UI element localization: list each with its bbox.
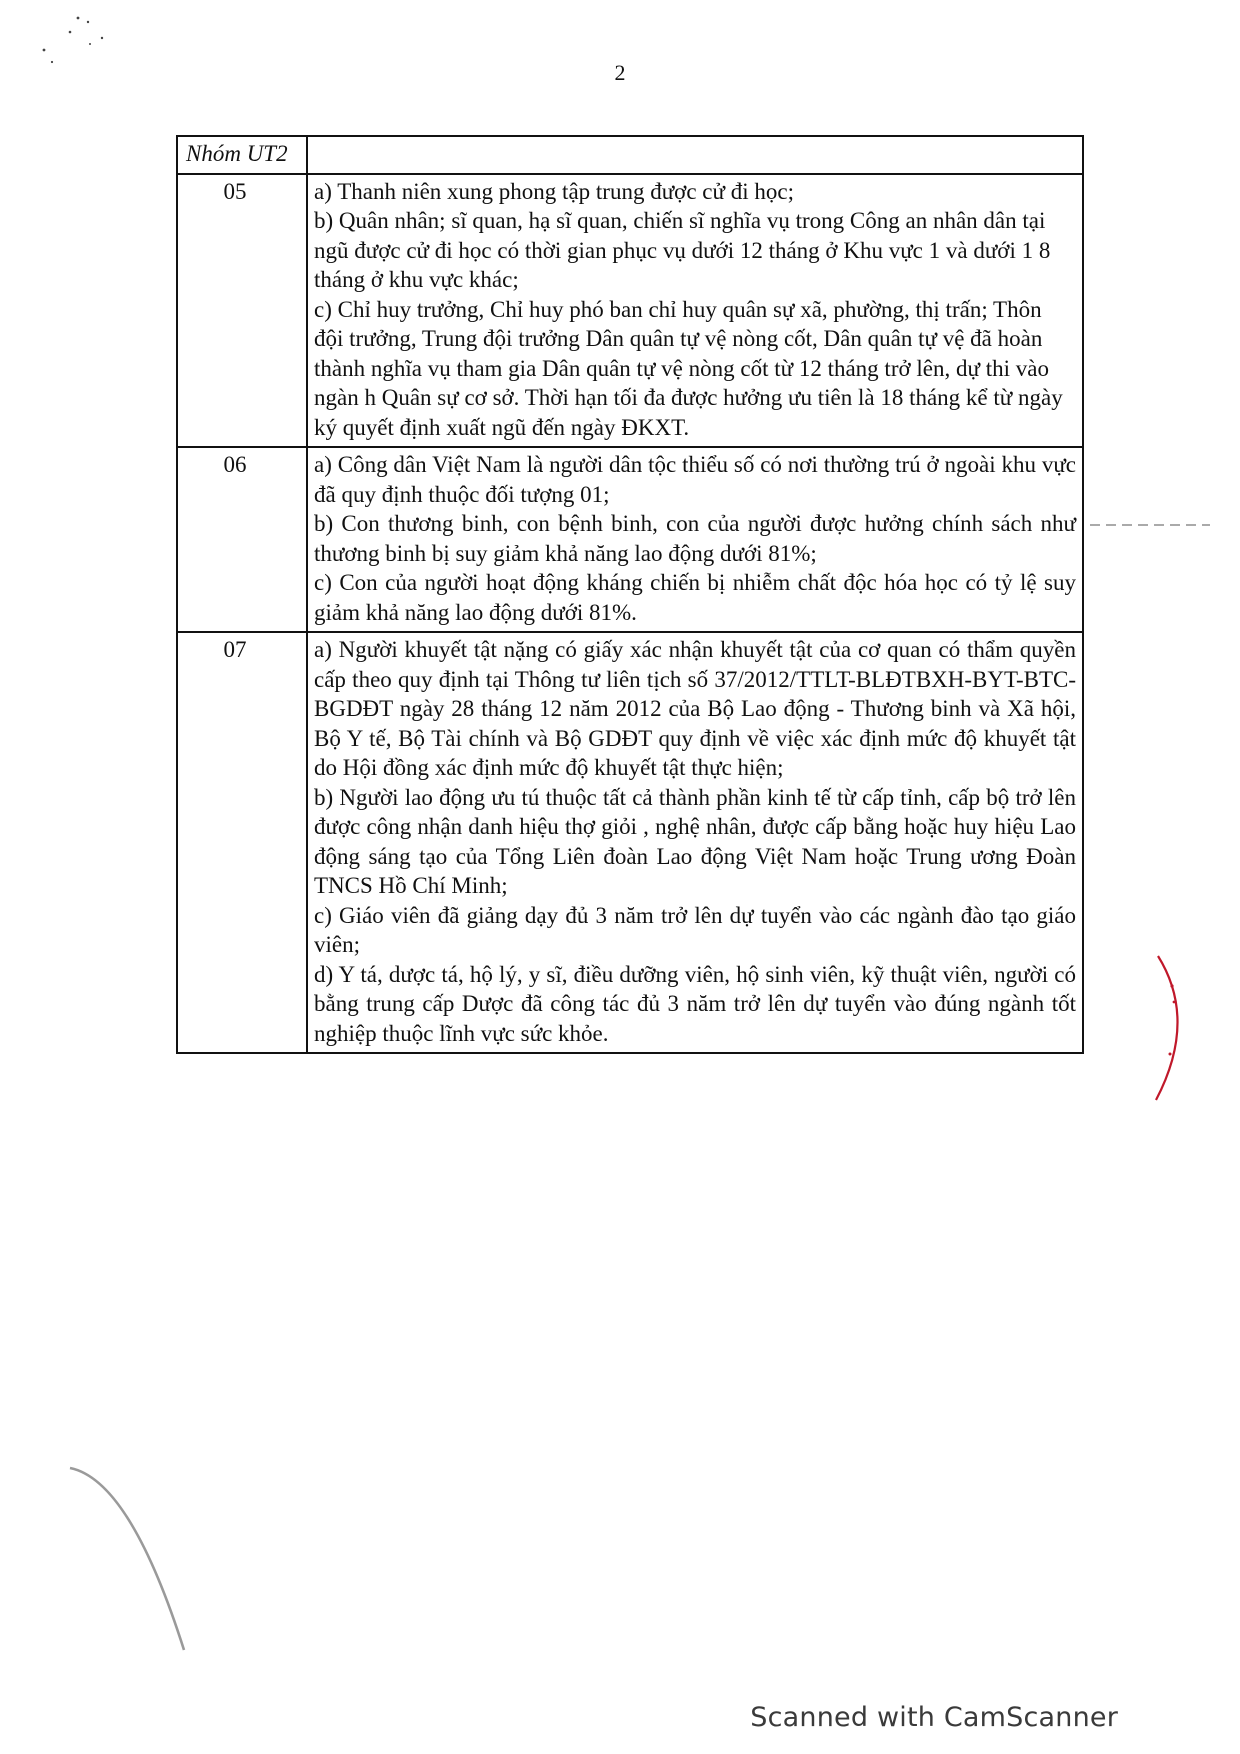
object-description xyxy=(307,632,1083,1053)
list-item: a) Công dân Việt Nam là người dân tộc thiểu số có nơi thường trú ở ngoài khu vực đã quy định thuộc đối tượng 01; xyxy=(314,452,1076,507)
list-item: a) Người khuyết tật nặng có giấy xác nhận khuyết tật của cơ quan có thẩm quyền cấp theo quy định tại Thông tư liên tịch số 37/2012/TTLT-BLĐTBXH-BYT-BTC-BGDĐT ngày 28 tháng 12 năm 2012 của Bộ Lao động - Thương binh và Xã hội, Bộ Y tế, Bộ Tài chính và Bộ GDĐT quy định về việc xác định mức độ khuyết tật do Hội đồng xác định mức độ khuyết tật thực hiện; xyxy=(314,637,1076,780)
list-item: b) Con thương binh, con bệnh binh, con của người được hưởng chính sách như thương binh bị suy giảm khả năng lao động dưới 81%; xyxy=(314,511,1076,566)
object-description xyxy=(307,174,1083,448)
page-number: 2 xyxy=(614,60,626,85)
table-row xyxy=(177,447,1083,632)
scanner-watermark: Scanned with CamScanner xyxy=(750,1702,1118,1733)
table-row xyxy=(177,632,1083,1053)
object-description xyxy=(307,447,1083,632)
list-item: b) Người lao động ưu tú thuộc tất cả thành phần kinh tế từ cấp tỉnh, cấp bộ trở lên được công nhận danh hiệu thợ giỏi , nghệ nhân, được cấp bằng hoặc huy hiệu Lao động sáng tạo của Tổng Liên đoàn Lao động Việt Nam hoặc Trung ương Đoàn TNCS Hồ Chí Minh; xyxy=(314,784,1076,898)
list-item: c) Giáo viên đã giảng dạy đủ 3 năm trở lên dự tuyển vào các ngành đào tạo giáo viên; xyxy=(314,902,1076,957)
object-code: 07 xyxy=(177,632,307,1053)
group-label-cell: Nhóm UT2 xyxy=(177,136,307,174)
right-edge-dash xyxy=(1090,522,1210,528)
list-item: c) Con của người hoạt động kháng chiến bị nhiễm chất độc hóa học có tỷ lệ suy giảm khả năng lao động dưới 81%. xyxy=(314,570,1076,625)
object-code: 05 xyxy=(177,174,307,448)
stamp-edge-mark xyxy=(1150,950,1210,1110)
list-item: a) Thanh niên xung phong tập trung được cử đi học; xyxy=(314,178,794,204)
list-item: c) Chỉ huy trưởng, Chỉ huy phó ban chỉ huy quân sự xã, phường, thị trấn; Thôn đội trưởng, Trung đội trưởng Dân quân tự vệ nòng cốt, Dân quân tự vệ đã hoàn thành nghĩa vụ tham gia Dân quân tự vệ nòng cốt từ 12 tháng trở lên, dự thi vào ngàn h Quân sự cơ sở. Thời hạn tối đa được hưởng ưu tiên là 18 tháng kể từ ngày ký quyết định xuất ngũ đến ngày ĐKXT. xyxy=(314,296,1063,440)
list-item: b) Quân nhân; sĩ quan, hạ sĩ quan, chiến sĩ nghĩa vụ trong Công an nhân dân tại ngũ được cử đi học có thời gian phục vụ dưới 12 tháng ở Khu vực 1 và dưới 1 8 tháng ở khu vực khác; xyxy=(314,208,1051,292)
table-row xyxy=(177,174,1083,448)
object-code: 06 xyxy=(177,447,307,632)
table-header-row xyxy=(177,136,1083,174)
list-item: d) Y tá, dược tá, hộ lý, y sĩ, điều dưỡng viên, hộ sinh viên, kỹ thuật viên, người có bằng trung cấp Dược đã công tác đủ 3 năm trở lên dự tuyển vào đúng ngành tốt nghiệp thuộc lĩnh vực sức khỏe. xyxy=(314,961,1076,1046)
page-curl-shadow xyxy=(60,1460,200,1660)
priority-group-table xyxy=(176,135,1084,1054)
group-description-cell xyxy=(307,136,1083,174)
